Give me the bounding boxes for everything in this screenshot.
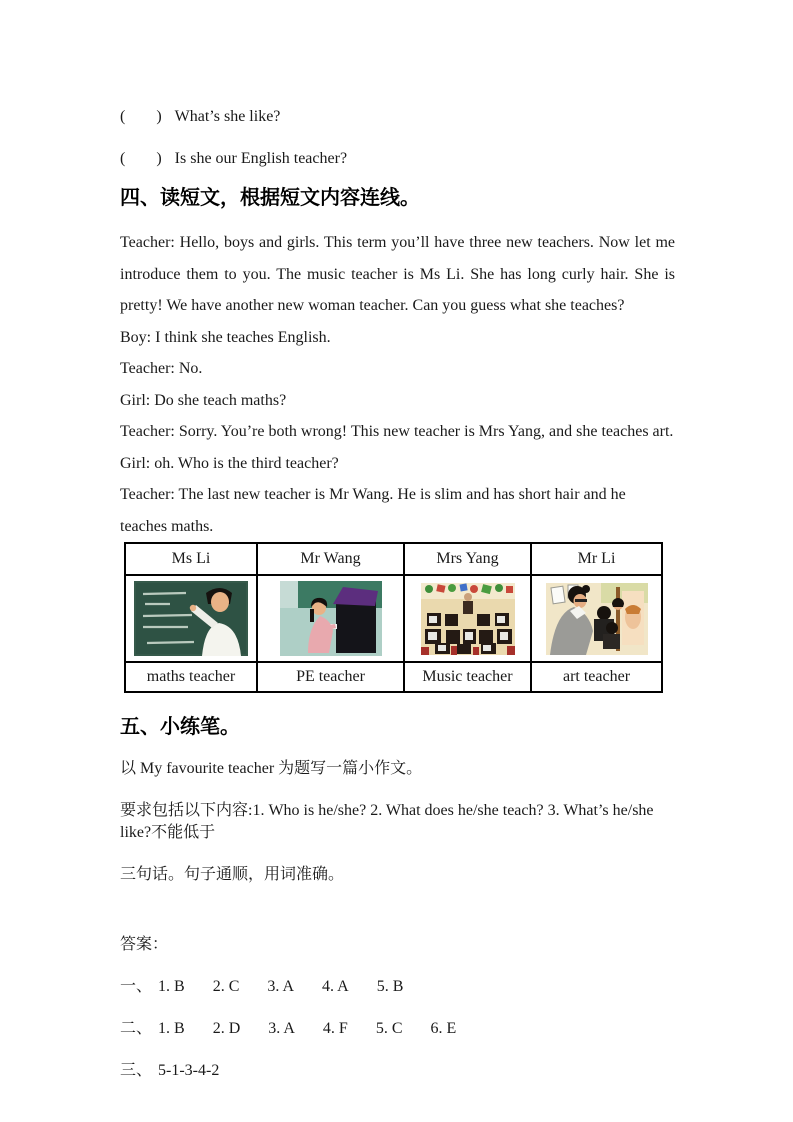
answer-row-prefix: 二、 xyxy=(120,1020,153,1037)
answer-item: 2. D xyxy=(212,1020,241,1037)
dialogue-line: Teacher: Sorry. You’re both wrong! This new teacher is Mrs Yang, and she teaches art. xyxy=(120,423,674,440)
answer-item: 4. F xyxy=(322,1020,348,1037)
teacher-name-row xyxy=(125,543,662,575)
answer-item: 5. B xyxy=(376,978,404,995)
reading-passage xyxy=(120,227,675,542)
dialogue-line: Teacher: The last new teacher is Mr Wang. He is slim and has short hair and he teaches maths. xyxy=(120,486,626,535)
writing-task-intro: 以 My favourite teacher 为题写一篇小作文。 xyxy=(120,760,423,777)
answer-item: 5. C xyxy=(375,1020,403,1037)
photo-cell xyxy=(531,575,662,662)
subject-cell: art teacher xyxy=(531,662,662,692)
teachers-matching-table xyxy=(124,542,663,693)
section5-heading: 五、小练笔。 xyxy=(120,716,240,738)
teacher-name-cell: Ms Li xyxy=(125,543,257,575)
answer-item: 1. B xyxy=(158,1020,185,1037)
writing-requirement-line: 三句话。句子通顺，用词准确。 xyxy=(120,866,345,883)
dialogue-line: Girl: Do she teach maths? xyxy=(120,391,287,409)
photo-cell xyxy=(404,575,531,662)
teacher-name-cell: Mr Li xyxy=(531,543,662,575)
passage-lead-paragraph: Teacher: Hello, boys and girls. This term you’ll have three new teachers. Now let me introduce them to you. The music teacher is Ms Li. She has long curly hair. She is pretty! We have another new woman teacher. Can you guess what she teaches? xyxy=(120,234,675,314)
section4-heading: 四、读短文，根据短文内容连线。 xyxy=(120,187,420,209)
answer-item: 4. A xyxy=(322,978,349,995)
answer-item: 3. A xyxy=(267,978,295,995)
question-text: What’s she like? xyxy=(174,108,281,125)
answer-blank-parentheses: ( ) xyxy=(120,108,163,125)
answer-item: 2. C xyxy=(212,978,240,995)
subject-cell: maths teacher xyxy=(125,662,257,692)
answer-blank-parentheses: ( ) xyxy=(120,150,163,167)
teacher-subject-row xyxy=(125,662,662,692)
subject-cell: PE teacher xyxy=(257,662,404,692)
art-class-photo xyxy=(532,583,661,655)
photo-cell xyxy=(257,575,404,662)
answer-item: 3. A xyxy=(268,1020,295,1037)
answer-row-3 xyxy=(120,1060,675,1082)
dialogue-line: Boy: I think she teaches English. xyxy=(120,328,331,346)
writing-requirement-line: 要求包括以下内容:1. Who is he/she? 2. What does he/she teach? 3. What’s he/she like?不能低于 xyxy=(120,802,654,841)
answer-item: 1. B xyxy=(158,978,185,995)
answer-item: 5-1-3-4-2 xyxy=(158,1062,220,1079)
answers-label: 答案： xyxy=(120,936,169,953)
teacher-name-cell: Mrs Yang xyxy=(404,543,531,575)
music-classroom-photo xyxy=(405,583,530,655)
teacher-name-cell: Mr Wang xyxy=(257,543,404,575)
dialogue-line: Girl: oh. Who is the third teacher? xyxy=(120,454,339,472)
subject-cell: Music teacher xyxy=(404,662,531,692)
answer-row-prefix: 一、 xyxy=(120,978,153,995)
answer-row-2 xyxy=(120,1018,675,1040)
photo-cell xyxy=(125,575,257,662)
teacher-at-blackboard-photo xyxy=(126,581,256,656)
question-text: Is she our English teacher? xyxy=(174,150,348,167)
question-line xyxy=(120,148,675,170)
answer-item: 6. E xyxy=(430,1020,457,1037)
answer-row-1 xyxy=(120,976,675,998)
answer-row-prefix: 三、 xyxy=(120,1062,153,1079)
teacher-photo-row xyxy=(125,575,662,662)
dialogue-line: Teacher: No. xyxy=(120,360,203,377)
question-line xyxy=(120,106,675,128)
girl-playing-piano-photo xyxy=(258,581,403,656)
